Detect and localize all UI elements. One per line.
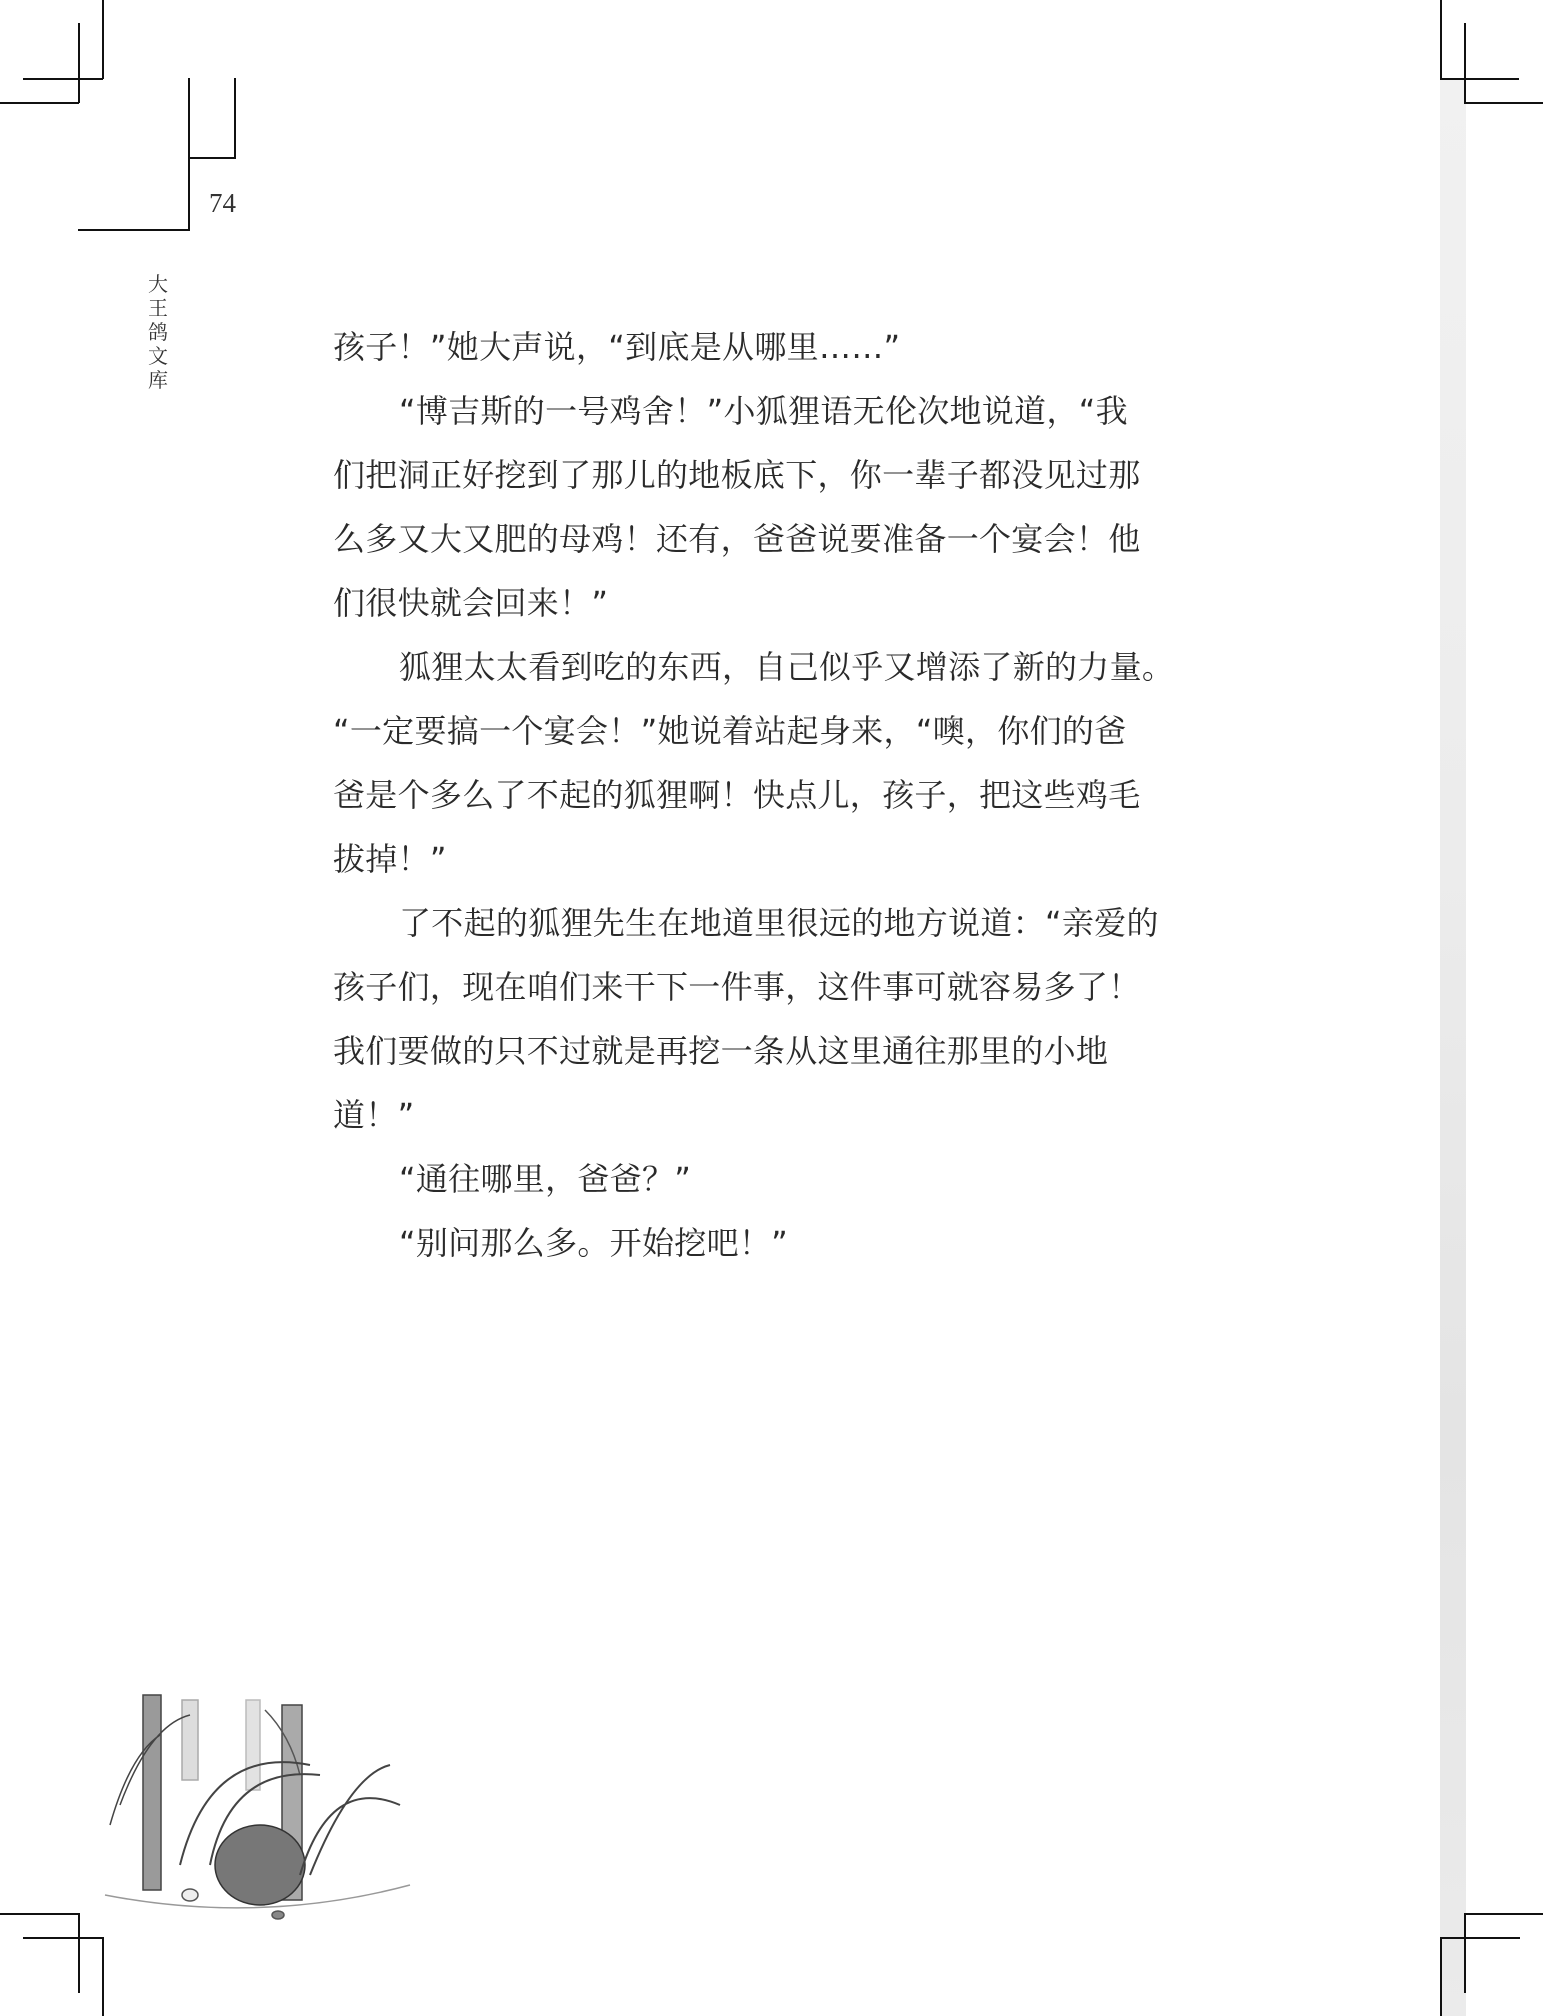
body-text [333,315,1203,1275]
crop-mark [1464,23,1466,103]
crop-mark [78,1913,80,1993]
header-rule [188,157,236,159]
text-line: “一定要搞一个宴会！”她说着站起身来，“噢，你们的爸 [333,712,1127,750]
crop-mark [102,0,104,79]
series-title-char: 王 [148,296,168,320]
series-title-vertical [146,272,170,392]
text-line: 孩子们，现在咱们来干下一件事，这件事可就容易多了！ [333,968,1141,1006]
crop-mark [1464,1913,1466,1993]
crop-mark [1440,0,1442,79]
forest-burrow-illustration [100,1655,420,1920]
text-line: 拔掉！” [333,840,447,878]
crop-mark [1464,1913,1543,1915]
crop-mark [1440,78,1519,80]
crop-mark [0,102,79,104]
text-line: 我们要做的只不过就是再挖一条从这里通往那里的小地 [333,1032,1109,1070]
header-rule [188,78,190,230]
text-line: 孩子！”她大声说，“到底是从哪里……” [333,328,901,366]
crop-mark [23,1937,103,1939]
crop-mark [0,1913,79,1915]
text-line: “博吉斯的一号鸡舍！”小狐狸语无伦次地说道，“我 [399,392,1128,430]
crop-mark [23,78,103,80]
page-edge-strip [1440,78,1466,2016]
text-line: “别问那么多。开始挖吧！” [399,1224,789,1262]
text-line: 们把洞正好挖到了那儿的地板底下，你一辈子都没见过那 [333,456,1141,494]
crop-mark [102,1937,104,2016]
header-rule [78,229,190,231]
crop-mark [78,23,80,103]
crop-mark [1440,1937,1442,2016]
page-number: 74 [209,188,236,218]
text-line: 狐狸太太看到吃的东西，自己似乎又增添了新的力量。 [399,648,1175,686]
text-line: 们很快就会回来！” [333,584,609,622]
crop-mark [1464,102,1543,104]
text-line: 了不起的狐狸先生在地道里很远的地方说道：“亲爱的 [399,904,1159,942]
series-title-char: 鸽 [148,320,168,344]
text-line: “通往哪里，爸爸？” [399,1160,692,1198]
series-title-char: 库 [148,368,168,392]
text-line: 么多又大又肥的母鸡！还有，爸爸说要准备一个宴会！他 [333,520,1141,558]
crop-mark [1440,1937,1520,1939]
text-line: 道！” [333,1096,415,1134]
text-line: 爸是个多么了不起的狐狸啊！快点儿，孩子，把这些鸡毛 [333,776,1141,814]
header-rule [234,78,236,158]
series-title-char: 大 [148,272,168,296]
series-title-char: 文 [148,344,168,368]
